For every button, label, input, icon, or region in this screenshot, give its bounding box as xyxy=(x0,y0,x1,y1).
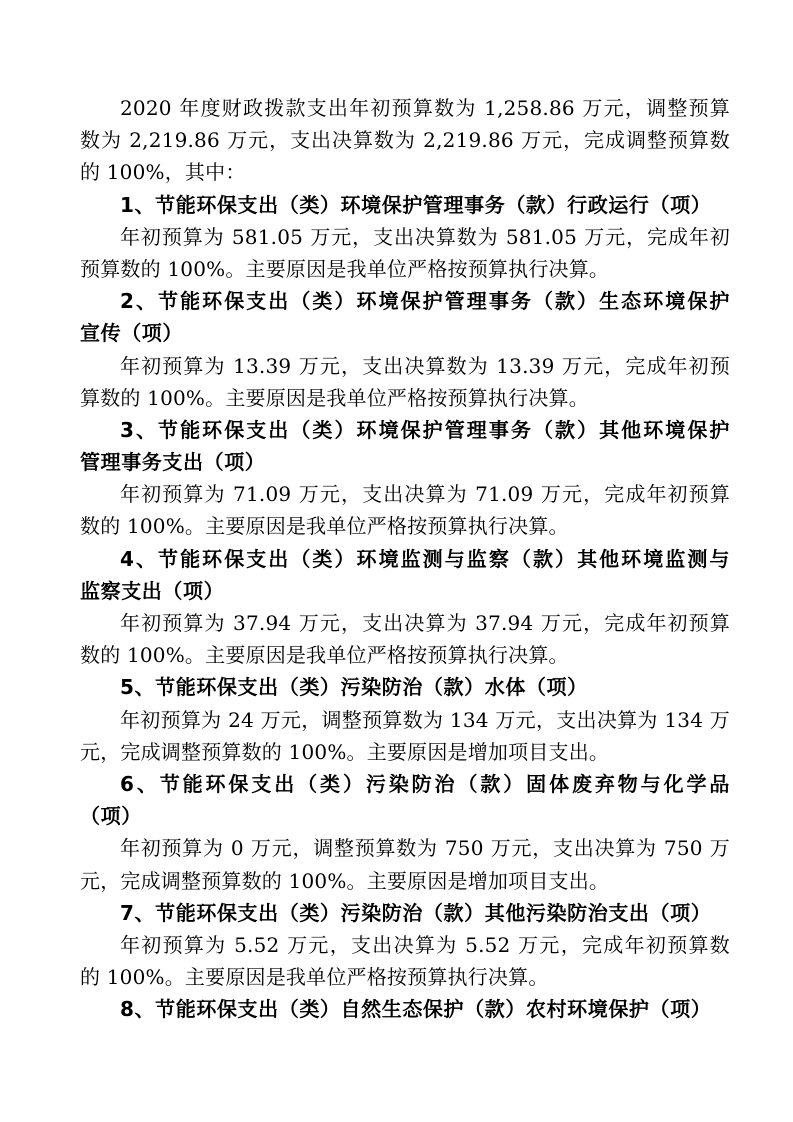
item-text-line: 算数的 100%。主要原因是我单位严格按预算执行决算。 xyxy=(80,385,589,410)
item-text-line: 的 100%。主要原因是我单位严格按预算执行决算。 xyxy=(80,965,549,990)
document-body xyxy=(80,92,730,1025)
budget-item-2 xyxy=(80,285,730,414)
item-heading: 3、节能环保支出（类）环境保护管理事务（款）其他环境保护 xyxy=(120,417,730,442)
item-text-line: 年初预算为 13.39 万元，支出决算数为 13.39 万元，完成年初预 xyxy=(120,353,730,378)
item-text-line: 元，完成调整预算数的 100%。主要原因是增加项目支出。 xyxy=(80,868,610,893)
intro-line: 数为 2,219.86 万元，支出决算数为 2,219.86 万元，完成调整预算数 xyxy=(80,128,730,153)
intro-line: 2020 年度财政拨款支出年初预算数为 1,258.86 万元，调整预算 xyxy=(120,96,730,120)
item-heading: 4、节能环保支出（类）环境监测与监察（款）其他环境监测与 xyxy=(120,546,730,571)
budget-item-5 xyxy=(80,671,730,768)
item-text-line: 年初预算为 71.09 万元，支出决算为 71.09 万元，完成年初预算 xyxy=(120,482,730,507)
item-heading: 7、节能环保支出（类）污染防治（款）其他污染防治支出（项） xyxy=(120,900,712,925)
item-heading: 1、节能环保支出（类）环境保护管理事务（款）行政运行（项） xyxy=(120,192,712,217)
item-heading-cont: 宣传（项） xyxy=(80,321,183,346)
item-text-line: 年初预算为 0 万元，调整预算数为 750 万元，支出决算为 750 万 xyxy=(120,836,730,861)
item-heading: 2、节能环保支出（类）环境保护管理事务（款）生态环境保护 xyxy=(120,289,730,314)
item-heading-cont: 管理事务支出（项） xyxy=(80,450,266,475)
intro-line: 的 100%，其中： xyxy=(80,160,246,185)
item-heading: 8、节能环保支出（类）自然生态保护（款）农村环境保护（项） xyxy=(120,997,712,1022)
item-text-line: 年初预算为 5.52 万元，支出决算为 5.52 万元，完成年初预算数 xyxy=(120,932,730,957)
budget-item-4 xyxy=(80,543,730,672)
budget-item-8 xyxy=(80,993,730,1025)
budget-item-7 xyxy=(80,897,730,994)
item-text-line: 数的 100%。主要原因是我单位严格按预算执行决算。 xyxy=(80,514,569,539)
item-text-line: 数的 100%。主要原因是我单位严格按预算执行决算。 xyxy=(80,643,569,668)
intro-paragraph xyxy=(80,92,730,189)
item-heading-cont: 监察支出（项） xyxy=(80,578,225,603)
item-text-line: 元，完成调整预算数的 100%。主要原因是增加项目支出。 xyxy=(80,739,610,764)
item-text-line: 预算数的 100%。主要原因是我单位严格按预算执行决算。 xyxy=(80,256,610,281)
budget-item-1 xyxy=(80,189,730,286)
item-heading: 6、节能环保支出（类）污染防治（款）固体废弃物与化学品 xyxy=(120,771,730,796)
item-heading-cont: （项） xyxy=(80,804,142,829)
budget-item-6 xyxy=(80,768,730,897)
item-text-line: 年初预算为 24 万元，调整预算数为 134 万元，支出决算为 134 万 xyxy=(120,707,730,732)
item-text-line: 年初预算为 581.05 万元，支出决算数为 581.05 万元，完成年初 xyxy=(120,224,730,249)
item-heading: 5、节能环保支出（类）污染防治（款）水体（项） xyxy=(120,675,588,700)
item-text-line: 年初预算为 37.94 万元，支出决算为 37.94 万元，完成年初预算 xyxy=(120,611,730,635)
budget-item-3 xyxy=(80,414,730,543)
